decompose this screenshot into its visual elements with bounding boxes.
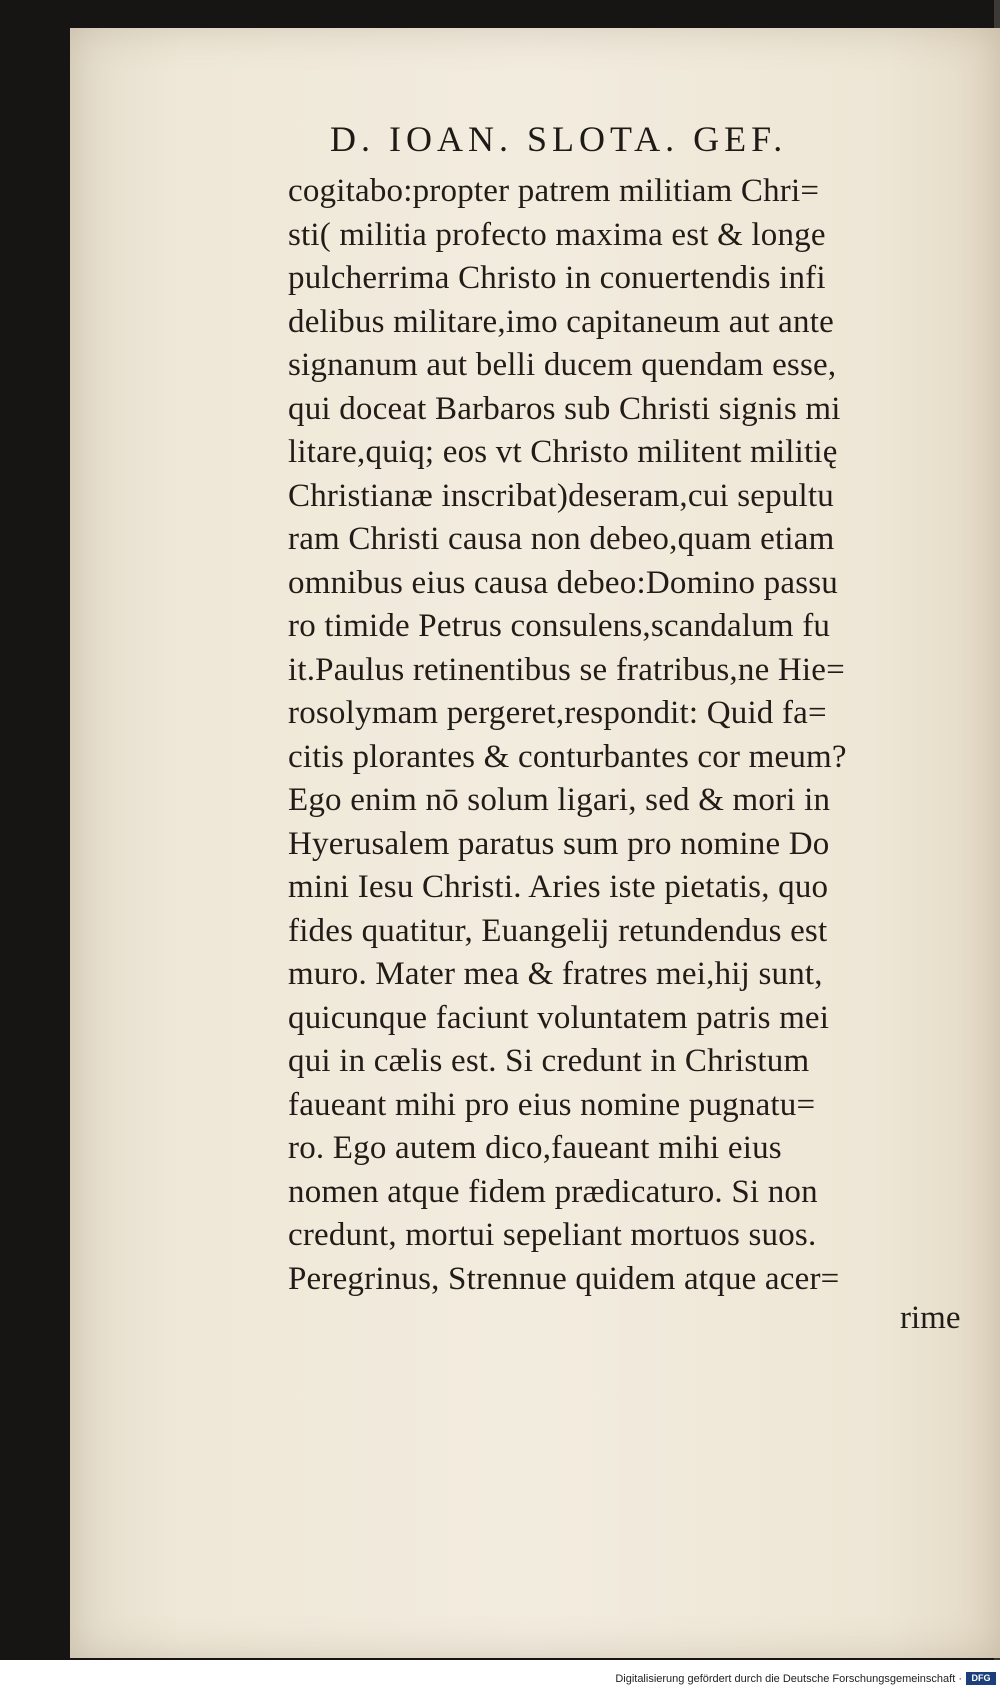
footer — [0, 1668, 1000, 1694]
dfg-logo: DFG — [966, 1672, 996, 1685]
text-line: litare,quiq; eos vt Christo militent militię — [288, 434, 838, 470]
text-line: mini Iesu Christi. Aries iste pietatis, quo — [288, 869, 829, 905]
text-line: sti( militia profecto maxima est & longe — [288, 216, 826, 253]
text-line: omnibus eius causa debeo:Domino passu — [288, 564, 838, 601]
catchword: rime — [900, 1300, 961, 1336]
text-line: it.Paulus retinentibus se fratribus,ne Hie= — [288, 651, 845, 688]
text-line: faueant mihi pro eius nomine pugnatu= — [288, 1086, 816, 1123]
text-line: citis plorantes & conturbantes cor meum? — [288, 738, 847, 775]
text-line: Christianæ inscribat)deseram,cui sepultu — [288, 477, 834, 514]
text-line: credunt, mortui sepeliant mortuos suos. — [288, 1217, 817, 1253]
text-line: ro timide Petrus consulens,scandalum fu — [288, 608, 831, 644]
text-line: muro. Mater mea & fratres mei,hij sunt, — [288, 956, 823, 992]
text-line: rosolymam pergeret,respondit: Quid fa= — [288, 695, 827, 731]
text-line: nomen atque fidem prædicaturo. Si non — [288, 1173, 818, 1210]
footer-credit: Digitalisierung gefördert durch die Deutsche Forschungsgemeinschaft · — [615, 1673, 962, 1685]
text-line: pulcherrima Christo in conuertendis infi — [288, 260, 826, 296]
text-line: signanum aut belli ducem quendam esse, — [288, 347, 837, 383]
text-line: ro. Ego autem dico,faueant mihi eius — [288, 1130, 782, 1166]
text-line: fides quatitur, Euangelij retundendus est — [288, 912, 828, 949]
text-block — [288, 170, 988, 1301]
text-line: Ego enim nō solum ligari, sed & mori in — [288, 782, 831, 818]
text-line: qui doceat Barbaros sub Christi signis mi — [288, 390, 841, 427]
text-line: Peregrinus, Strennue quidem atque acer= — [288, 1260, 840, 1297]
text-line: quicunque faciunt voluntatem patris mei — [288, 999, 830, 1036]
text-line: delibus militare,imo capitaneum aut ante — [288, 303, 834, 340]
text-line: ram Christi causa non debeo,quam etiam — [288, 521, 835, 557]
text-line: Hyerusalem paratus sum pro nomine Do — [288, 825, 830, 862]
running-head: D. IOAN. SLOTA. GEF. — [330, 119, 788, 159]
text-line: qui in cælis est. Si credunt in Christum — [288, 1043, 810, 1079]
text-line: cogitabo:propter patrem militiam Chri= — [288, 173, 820, 209]
